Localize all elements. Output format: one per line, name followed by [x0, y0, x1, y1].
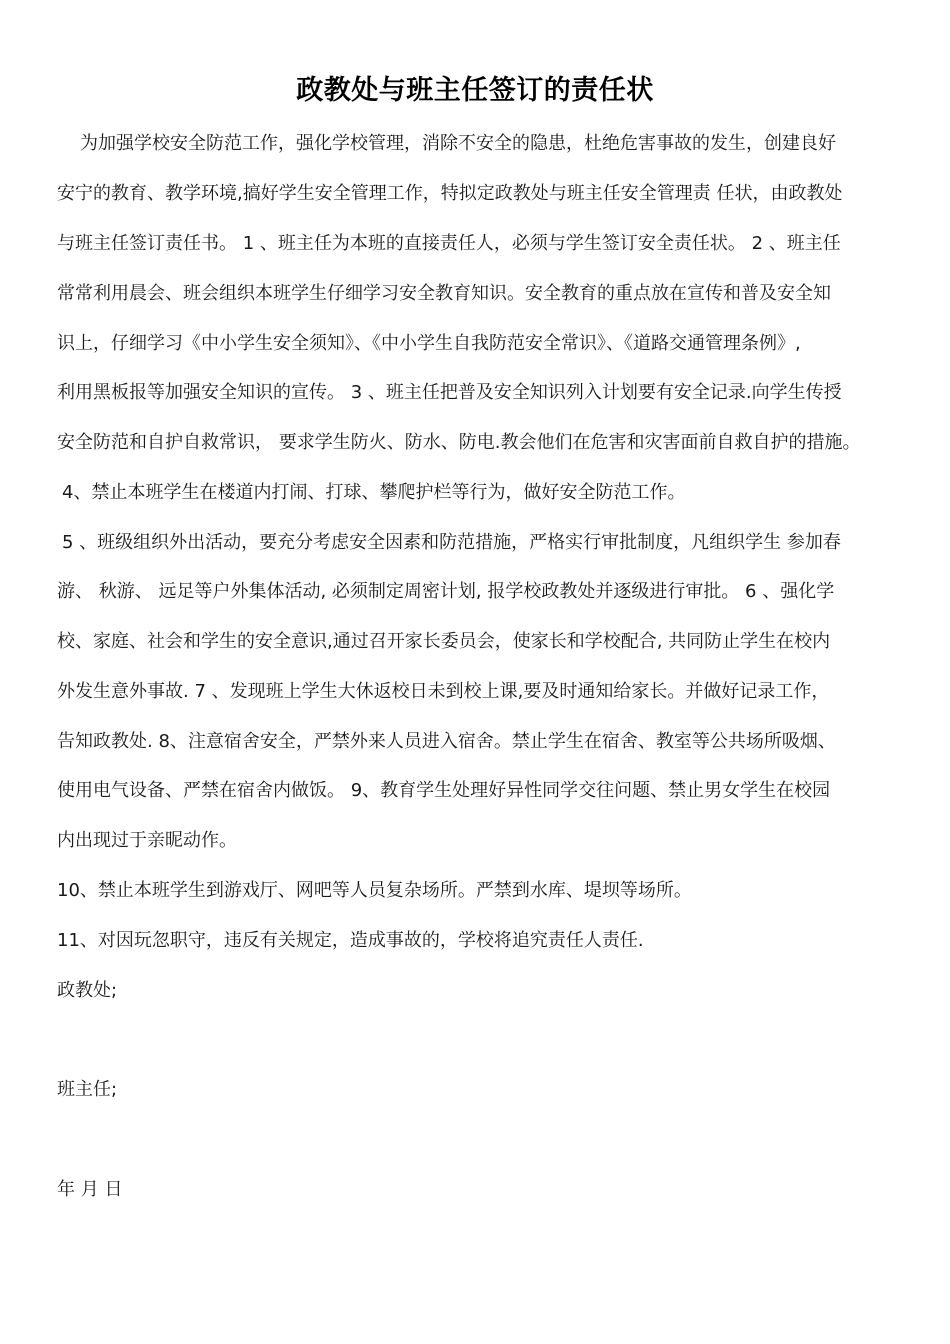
paragraph-line: 安宁的教育、教学环境,搞好学生安全管理工作，特拟定政教处与班主任安全管理责 任状，由政教处 [57, 183, 843, 204]
paragraph-line: 4、禁止本班学生在楼道内打闹、打球、攀爬护栏等行为，做好安全防范工作。 [62, 482, 686, 503]
signature-date: 年 月 日 [57, 1179, 123, 1200]
paragraph-line: 与班主任签订责任书。 1 、班主任为本班的直接责任人，必须与学生签订安全责任状。 2 、班主任 [57, 233, 841, 254]
paragraph-line: 常常利用晨会、班会组织本班学生仔细学习安全教育知识。安全教育的重点放在宣传和普及安全知 [57, 283, 831, 304]
paragraph-line: 11、对因玩忽职守，违反有关规定，造成事故的，学校将追究责任人责任. [57, 930, 644, 951]
paragraph-line: 识上，仔细学习《中小学生安全须知》、《中小学生自我防范安全常识》、《道路交通管理条例》, [57, 333, 801, 354]
paragraph-line: 外发生意外事故. 7 、发现班上学生大休返校日未到校上课,要及时通知给家长。并做好记录工作， [57, 681, 830, 702]
paragraph-line: 10、禁止本班学生到游戏厅、网吧等人员复杂场所。严禁到水库、堤坝等场所。 [57, 880, 692, 901]
paragraph-line: 游、 秋游、 远足等户外集体活动, 必须制定周密计划, 报学校政教处并逐级进行审批。 6 、强化学 [57, 581, 835, 602]
paragraph-line: 校、家庭、社会和学生的安全意识,通过召开家长委员会，使家长和学校配合, 共同防止学生在校内 [57, 631, 831, 652]
paragraph-line: 为加强学校安全防范工作，强化学校管理，消除不安全的隐患，杜绝危害事故的发生，创建良好 [80, 133, 836, 154]
paragraph-line: 内出现过于亲昵动作。 [57, 830, 237, 851]
paragraph-line: 使用电气设备、严禁在宿舍内做饭。 9、教育学生处理好异性同学交往问题、禁止男女学生在校园 [57, 780, 831, 801]
signature-teacher: 班主任; [57, 1079, 118, 1100]
paragraph-line: 告知政教处. 8、注意宿舍安全，严禁外来人员进入宿舍。禁止学生在宿舍、教室等公共场所吸烟、 [57, 731, 836, 752]
document-title: 政教处与班主任签订的责任状 [296, 75, 654, 106]
signature-office: 政教处; [57, 980, 118, 1001]
paragraph-line: 利用黑板报等加强安全知识的宣传。 3 、班主任把普及安全知识列入计划要有安全记录.向学生传授 [57, 382, 842, 403]
paragraph-line: 5 、班级组织外出活动，要充分考虑安全因素和防范措施，严格实行审批制度，凡组织学生 参加春 [62, 532, 841, 553]
paragraph-line: 安全防范和自护自救常识， 要求学生防火、防水、防电.教会他们在危害和灾害面前自救自护的措施。 [57, 432, 861, 453]
